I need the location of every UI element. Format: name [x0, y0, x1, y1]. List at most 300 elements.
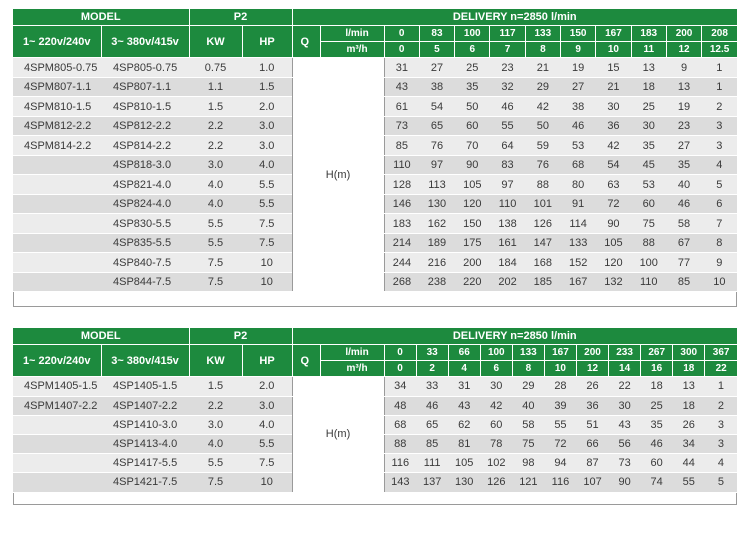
head-value: 42: [480, 396, 512, 415]
head-value: 35: [631, 136, 666, 156]
single-phase-model: [13, 155, 101, 175]
head-value: 90: [609, 473, 641, 492]
hp-value: 4.0: [242, 155, 292, 175]
head-value: 3: [702, 116, 737, 136]
hp-value: 7.5: [242, 233, 292, 253]
single-phase-model: [13, 454, 101, 473]
hp-value: 10: [242, 473, 292, 492]
single-phase-model: [13, 253, 101, 273]
hp-value: 10: [242, 253, 292, 273]
three-phase-model: 4SP1405-1.5: [101, 377, 189, 396]
head-value: 75: [631, 214, 666, 234]
flow-lmin-cell: 0: [384, 25, 419, 41]
head-value: 175: [455, 233, 490, 253]
three-phase-model: 4SP1417-5.5: [101, 454, 189, 473]
head-value: 4: [702, 155, 737, 175]
head-value: 60: [480, 415, 512, 434]
flow-m3h-cell: 10: [544, 361, 576, 377]
kw-value: 2.2: [189, 396, 242, 415]
head-value: 27: [419, 58, 454, 78]
head-value: 120: [455, 194, 490, 214]
head-value: 43: [448, 396, 480, 415]
flow-m3h-cell: 12: [666, 42, 701, 58]
flow-lmin-cell: 167: [544, 344, 576, 360]
kw-header: KW: [189, 25, 242, 58]
head-value: 34: [673, 434, 705, 453]
flow-m3h-cell: 7: [490, 42, 525, 58]
flow-lmin-cell: 33: [416, 344, 448, 360]
head-value: 38: [561, 97, 596, 117]
head-value: 110: [490, 194, 525, 214]
head-value: 130: [419, 194, 454, 214]
flow-m3h-cell: 6: [455, 42, 490, 58]
flow-m3h-cell: 9: [561, 42, 596, 58]
head-value: 13: [673, 377, 705, 396]
head-value: 18: [641, 377, 673, 396]
flow-lmin-cell: 233: [609, 344, 641, 360]
head-value: 3: [702, 136, 737, 156]
head-value: 38: [419, 77, 454, 97]
head-value: 44: [673, 454, 705, 473]
head-value: 58: [512, 415, 544, 434]
head-value: 25: [641, 396, 673, 415]
flow-lmin-cell: 133: [525, 25, 560, 41]
flow-m3h-cell: 5: [419, 42, 454, 58]
model-header: MODEL: [13, 328, 189, 344]
flow-m3h-cell: 0: [384, 42, 419, 58]
three-phase-model: 4SP812-2.2: [101, 116, 189, 136]
head-value: 111: [416, 454, 448, 473]
head-value: 30: [596, 97, 631, 117]
head-value: 220: [455, 272, 490, 292]
hp-value: 5.5: [242, 175, 292, 195]
head-value: 63: [596, 175, 631, 195]
head-value: 22: [609, 377, 641, 396]
head-value: 42: [596, 136, 631, 156]
head-value: 50: [455, 97, 490, 117]
head-value: 53: [631, 175, 666, 195]
single-phase-model: [13, 233, 101, 253]
head-value: 85: [666, 272, 701, 292]
head-value: 85: [384, 136, 419, 156]
flow-lmin-cell: 117: [490, 25, 525, 41]
head-value: 76: [525, 155, 560, 175]
head-value: 90: [596, 214, 631, 234]
header-row-lmin: [13, 25, 737, 41]
head-label: H(m): [292, 58, 384, 292]
three-phase-model: 4SP818-3.0: [101, 155, 189, 175]
head-value: 60: [455, 116, 490, 136]
head-value: 126: [480, 473, 512, 492]
head-value: 88: [525, 175, 560, 195]
single-phase-model: 4SPM1407-2.2: [13, 396, 101, 415]
head-value: 105: [596, 233, 631, 253]
single-phase-header: 1~ 220v/240v: [13, 344, 101, 377]
three-phase-model: 4SP844-7.5: [101, 272, 189, 292]
head-value: 60: [631, 194, 666, 214]
head-value: 25: [455, 58, 490, 78]
three-phase-model: 4SP810-1.5: [101, 97, 189, 117]
head-value: 39: [544, 396, 576, 415]
three-phase-model: 4SP824-4.0: [101, 194, 189, 214]
head-value: 19: [561, 58, 596, 78]
three-phase-model: 4SP821-4.0: [101, 175, 189, 195]
unit-m3h-label: m³/h: [320, 361, 384, 377]
hp-value: 3.0: [242, 116, 292, 136]
single-phase-model: [13, 214, 101, 234]
head-value: 80: [561, 175, 596, 195]
head-value: 77: [666, 253, 701, 273]
head-value: 1: [705, 377, 737, 396]
three-phase-model: 4SP1413-4.0: [101, 434, 189, 453]
head-value: 128: [384, 175, 419, 195]
flow-m3h-cell: 11: [631, 42, 666, 58]
kw-value: 3.0: [189, 415, 242, 434]
single-phase-model: 4SPM805-0.75: [13, 58, 101, 78]
head-value: 67: [666, 233, 701, 253]
head-value: 184: [490, 253, 525, 273]
head-value: 43: [384, 77, 419, 97]
flow-m3h-cell: 12.5: [702, 42, 737, 58]
single-phase-model: 4SPM807-1.1: [13, 77, 101, 97]
head-value: 59: [525, 136, 560, 156]
head-value: 19: [666, 97, 701, 117]
single-phase-model: [13, 272, 101, 292]
head-value: 167: [561, 272, 596, 292]
head-value: 40: [666, 175, 701, 195]
head-value: 72: [596, 194, 631, 214]
head-value: 10: [702, 272, 737, 292]
head-value: 101: [525, 194, 560, 214]
head-value: 54: [419, 97, 454, 117]
flow-lmin-cell: 100: [455, 25, 490, 41]
head-value: 214: [384, 233, 419, 253]
head-value: 2: [705, 396, 737, 415]
flow-lmin-cell: 208: [702, 25, 737, 41]
delivery-header: DELIVERY n=2850 l/min: [292, 328, 737, 344]
head-value: 116: [384, 454, 416, 473]
head-value: 116: [544, 473, 576, 492]
head-value: 1: [702, 58, 737, 78]
head-value: 133: [561, 233, 596, 253]
head-value: 85: [416, 434, 448, 453]
q-header: Q: [292, 344, 320, 377]
head-value: 27: [561, 77, 596, 97]
head-value: 7: [702, 214, 737, 234]
head-value: 3: [705, 415, 737, 434]
three-phase-model: 4SP1407-2.2: [101, 396, 189, 415]
p2-header: P2: [189, 9, 292, 25]
kw-value: 4.0: [189, 175, 242, 195]
hp-value: 10: [242, 272, 292, 292]
hp-header: HP: [242, 344, 292, 377]
single-phase-model: 4SPM814-2.2: [13, 136, 101, 156]
head-value: 110: [384, 155, 419, 175]
head-value: 35: [666, 155, 701, 175]
head-value: 3: [705, 434, 737, 453]
flow-m3h-cell: 0: [384, 361, 416, 377]
head-value: 183: [384, 214, 419, 234]
hp-value: 4.0: [242, 415, 292, 434]
flow-lmin-cell: 167: [596, 25, 631, 41]
single-phase-model: 4SPM1405-1.5: [13, 377, 101, 396]
head-value: 26: [673, 415, 705, 434]
kw-value: 4.0: [189, 434, 242, 453]
head-value: 46: [666, 194, 701, 214]
head-value: 43: [609, 415, 641, 434]
head-value: 21: [596, 77, 631, 97]
head-value: 113: [419, 175, 454, 195]
head-value: 48: [384, 396, 416, 415]
head-value: 5: [705, 473, 737, 492]
head-value: 28: [544, 377, 576, 396]
flow-m3h-cell: 6: [480, 361, 512, 377]
head-value: 66: [576, 434, 608, 453]
flow-m3h-cell: 12: [576, 361, 608, 377]
flow-m3h-cell: 2: [416, 361, 448, 377]
three-phase-model: 4SP807-1.1: [101, 77, 189, 97]
hp-value: 1.0: [242, 58, 292, 78]
hp-value: 2.0: [242, 377, 292, 396]
kw-value: 7.5: [189, 473, 242, 492]
head-value: 35: [455, 77, 490, 97]
head-value: 30: [631, 116, 666, 136]
head-value: 61: [384, 97, 419, 117]
head-value: 60: [641, 454, 673, 473]
head-value: 83: [490, 155, 525, 175]
head-value: 45: [631, 155, 666, 175]
single-phase-model: [13, 194, 101, 214]
head-value: 105: [448, 454, 480, 473]
flow-m3h-cell: 4: [448, 361, 480, 377]
head-value: 102: [480, 454, 512, 473]
head-value: 97: [490, 175, 525, 195]
hp-value: 3.0: [242, 396, 292, 415]
kw-value: 2.2: [189, 116, 242, 136]
flow-m3h-cell: 8: [512, 361, 544, 377]
head-value: 46: [641, 434, 673, 453]
model-header: MODEL: [13, 9, 189, 25]
head-value: 56: [609, 434, 641, 453]
head-value: 30: [609, 396, 641, 415]
three-phase-model: 4SP830-5.5: [101, 214, 189, 234]
head-value: 97: [419, 155, 454, 175]
flow-m3h-cell: 8: [525, 42, 560, 58]
head-value: 62: [448, 415, 480, 434]
flow-m3h-cell: 18: [673, 361, 705, 377]
table-row: [13, 58, 737, 78]
head-value: 65: [416, 415, 448, 434]
head-value: 91: [561, 194, 596, 214]
head-value: 202: [490, 272, 525, 292]
head-value: 32: [490, 77, 525, 97]
head-value: 34: [384, 377, 416, 396]
head-value: 120: [596, 253, 631, 273]
head-value: 55: [544, 415, 576, 434]
head-value: 55: [673, 473, 705, 492]
head-value: 9: [666, 58, 701, 78]
head-value: 78: [480, 434, 512, 453]
head-value: 40: [512, 396, 544, 415]
head-value: 46: [416, 396, 448, 415]
hp-value: 1.5: [242, 77, 292, 97]
head-value: 130: [448, 473, 480, 492]
head-value: 33: [416, 377, 448, 396]
head-value: 88: [384, 434, 416, 453]
head-value: 6: [702, 194, 737, 214]
head-value: 107: [576, 473, 608, 492]
head-value: 268: [384, 272, 419, 292]
single-phase-model: [13, 175, 101, 195]
hp-value: 5.5: [242, 194, 292, 214]
head-value: 152: [561, 253, 596, 273]
head-value: 58: [666, 214, 701, 234]
hp-header: HP: [242, 25, 292, 58]
flow-lmin-cell: 150: [561, 25, 596, 41]
flow-lmin-cell: 200: [666, 25, 701, 41]
kw-value: 7.5: [189, 272, 242, 292]
q-header: Q: [292, 25, 320, 58]
flow-lmin-cell: 183: [631, 25, 666, 41]
three-phase-model: 4SP840-7.5: [101, 253, 189, 273]
head-value: 137: [416, 473, 448, 492]
kw-value: 1.5: [189, 377, 242, 396]
head-value: 54: [596, 155, 631, 175]
head-value: 200: [455, 253, 490, 273]
kw-value: 1.5: [189, 97, 242, 117]
head-value: 50: [525, 116, 560, 136]
head-value: 53: [561, 136, 596, 156]
flow-lmin-cell: 0: [384, 344, 416, 360]
head-value: 162: [419, 214, 454, 234]
head-value: 189: [419, 233, 454, 253]
hp-value: 7.5: [242, 454, 292, 473]
head-value: 42: [525, 97, 560, 117]
performance-table-2: [13, 328, 737, 493]
unit-lmin-label: l/min: [320, 25, 384, 41]
flow-m3h-cell: 16: [641, 361, 673, 377]
head-value: 8: [702, 233, 737, 253]
head-value: 70: [455, 136, 490, 156]
head-value: 121: [512, 473, 544, 492]
head-label: H(m): [292, 377, 384, 492]
single-phase-model: [13, 434, 101, 453]
flow-lmin-cell: 367: [705, 344, 737, 360]
flow-lmin-cell: 83: [419, 25, 454, 41]
head-value: 68: [561, 155, 596, 175]
single-phase-model: [13, 473, 101, 492]
head-value: 216: [419, 253, 454, 273]
single-phase-header: 1~ 220v/240v: [13, 25, 101, 58]
kw-value: 4.0: [189, 194, 242, 214]
single-phase-model: 4SPM812-2.2: [13, 116, 101, 136]
kw-value: 2.2: [189, 136, 242, 156]
head-value: 46: [490, 97, 525, 117]
head-value: 90: [455, 155, 490, 175]
kw-value: 3.0: [189, 155, 242, 175]
flow-m3h-cell: 10: [596, 42, 631, 58]
head-value: 18: [673, 396, 705, 415]
three-phase-model: 4SP1421-7.5: [101, 473, 189, 492]
head-value: 9: [702, 253, 737, 273]
head-value: 51: [576, 415, 608, 434]
head-value: 168: [525, 253, 560, 273]
head-value: 5: [702, 175, 737, 195]
head-value: 100: [631, 253, 666, 273]
head-value: 161: [490, 233, 525, 253]
header-row-lmin: [13, 344, 737, 360]
head-value: 126: [525, 214, 560, 234]
kw-value: 7.5: [189, 253, 242, 273]
head-value: 13: [631, 58, 666, 78]
kw-value: 1.1: [189, 77, 242, 97]
three-phase-model: 4SP835-5.5: [101, 233, 189, 253]
head-value: 55: [490, 116, 525, 136]
hp-value: 7.5: [242, 214, 292, 234]
flow-lmin-cell: 100: [480, 344, 512, 360]
head-value: 27: [666, 136, 701, 156]
kw-value: 5.5: [189, 233, 242, 253]
head-value: 76: [419, 136, 454, 156]
kw-header: KW: [189, 344, 242, 377]
head-value: 72: [544, 434, 576, 453]
head-value: 15: [596, 58, 631, 78]
head-value: 23: [490, 58, 525, 78]
head-value: 18: [631, 77, 666, 97]
head-value: 185: [525, 272, 560, 292]
head-value: 114: [561, 214, 596, 234]
three-phase-model: 4SP805-0.75: [101, 58, 189, 78]
header-row-top: [13, 328, 737, 344]
head-value: 132: [596, 272, 631, 292]
delivery-header: DELIVERY n=2850 l/min: [292, 9, 737, 25]
head-value: 1: [702, 77, 737, 97]
head-value: 13: [666, 77, 701, 97]
flow-lmin-cell: 133: [512, 344, 544, 360]
single-phase-model: 4SPM810-1.5: [13, 97, 101, 117]
p2-header: P2: [189, 328, 292, 344]
performance-table-1: [13, 9, 737, 292]
head-value: 87: [576, 454, 608, 473]
head-value: 36: [596, 116, 631, 136]
head-value: 244: [384, 253, 419, 273]
head-value: 88: [631, 233, 666, 253]
flow-m3h-cell: 22: [705, 361, 737, 377]
head-value: 4: [705, 454, 737, 473]
head-value: 23: [666, 116, 701, 136]
table-row: [13, 377, 737, 396]
head-value: 143: [384, 473, 416, 492]
flow-m3h-cell: 14: [609, 361, 641, 377]
flow-lmin-cell: 267: [641, 344, 673, 360]
head-value: 64: [490, 136, 525, 156]
head-value: 81: [448, 434, 480, 453]
single-phase-model: [13, 415, 101, 434]
head-value: 68: [384, 415, 416, 434]
head-value: 25: [631, 97, 666, 117]
flow-lmin-cell: 66: [448, 344, 480, 360]
unit-lmin-label: l/min: [320, 344, 384, 360]
flow-lmin-cell: 200: [576, 344, 608, 360]
head-value: 29: [512, 377, 544, 396]
head-value: 35: [641, 415, 673, 434]
head-value: 73: [384, 116, 419, 136]
kw-value: 0.75: [189, 58, 242, 78]
head-value: 29: [525, 77, 560, 97]
head-value: 36: [576, 396, 608, 415]
kw-value: 5.5: [189, 214, 242, 234]
header-row-top: [13, 9, 737, 25]
